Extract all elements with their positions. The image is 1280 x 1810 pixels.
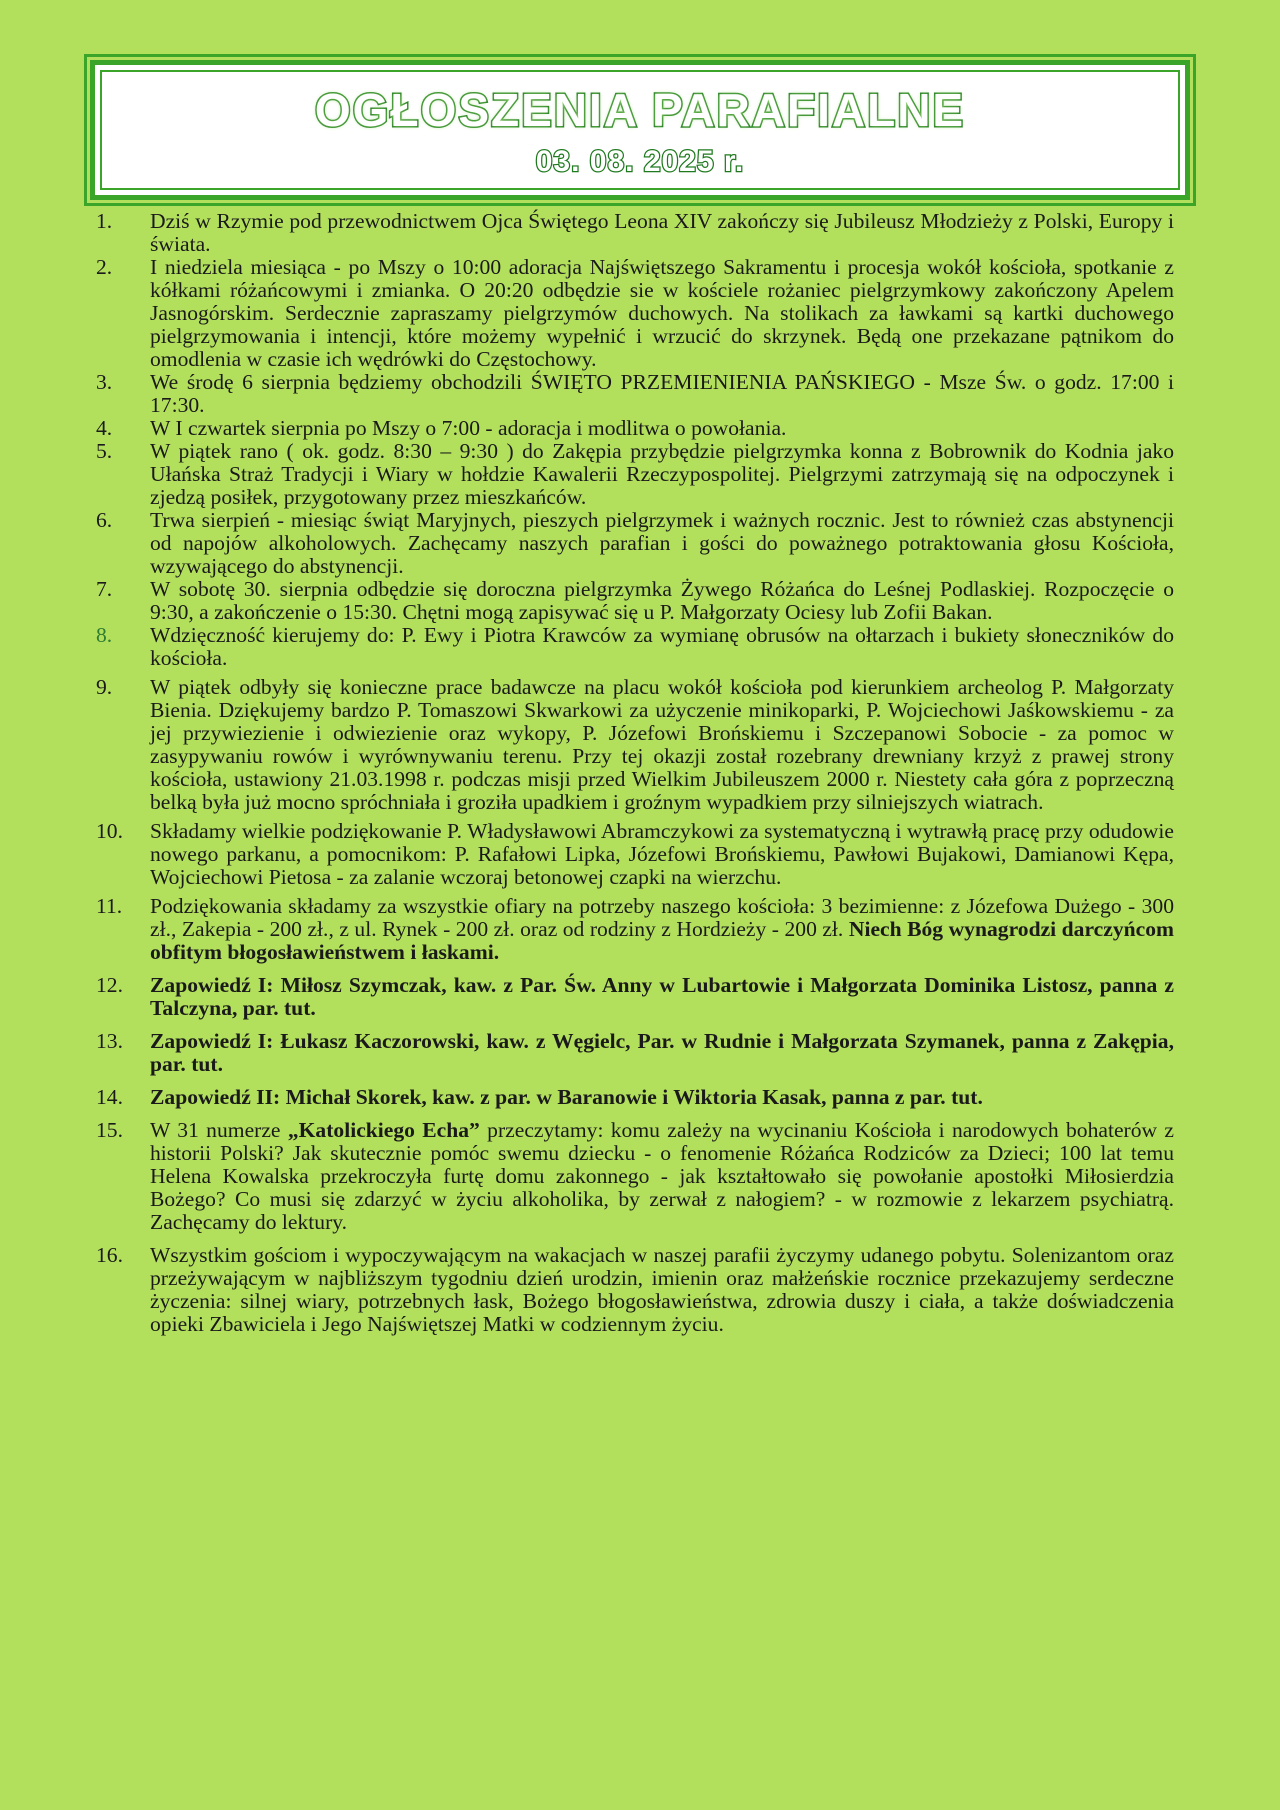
item-number: 9. [96, 675, 113, 699]
announcement-item-14 [96, 1086, 1174, 1109]
item-text-bold: Niech Bóg wynagrodzi darczyńcom obfitym błogosławieństwem i łaskami. [150, 917, 1175, 964]
item-text: Wdzięczność kierujemy do: P. Ewy i Piotra Krawców za wymianę obrusów na ołtarzach i bukiety słoneczników do kościoła. [150, 623, 1174, 670]
announcement-item-8 [96, 624, 1174, 670]
item-text: W piątek rano ( ok. godz. 8:30 – 9:30 ) do Zakępia przybędzie pielgrzymka konna z Bobrownik do Kodnia jako Ułańska Straż Tradycji i Wiary w hołdzie Kawalerii Rzeczypospolitej. Pielgrzymi zatrzymają się na odpoczynek i zjedzą posiłek, przygotowany przez mieszkańców. [150, 439, 1174, 509]
announcement-item-10 [96, 820, 1174, 889]
announcement-item-16 [96, 1244, 1174, 1336]
item-text: Składamy wielkie podziękowanie P. Władysławowi Abramczykowi za systematyczną i wytrawłą pracę przy odudowie nowego parkanu, a pomocnikom: P. Rafałowi Lipka, Józefowi Brońskiemu, Pawłowi Bujakowi, Damianowi Kępa, Wojciechowi Pietosa - za zalanie wczoraj betonowej czapki na wierzchu. [150, 819, 1174, 889]
announcement-item-5 [96, 440, 1174, 509]
item-number: 12. [96, 973, 123, 997]
item-text-bold: Zapowiedź I: Miłosz Szymczak, kaw. z Par. Św. Anny w Lubartowie i Małgorzata Dominika Listosz, panna z Talczyna, par. tut. [150, 973, 1174, 1020]
item-text: I niedziela miesiąca - po Mszy o 10:00 adoracja Najświętszego Sakramentu i procesja wokół kościoła, spotkanie z kółkami różańcowymi i zmianka. O 20:20 odbędzie sie w kościele rożaniec pielgrzymkowy zakończony Apelem Jasnogórskim. Serdecznie zapraszamy pielgrzymów duchowych. Na stolikach za ławkami są kartki duchowego pielgrzymowania i intencji, które możemy wypełnić i wrzucić do skrzynek. Będą one przekazane pątnikom do omodlenia w czasie ich wędrówki do Częstochowy. [150, 255, 1174, 371]
item-text-after: przeczytamy: komu zależy na wycinaniu Kościoła i narodowych bohaterów z historii Polski? Jak skutecznie pomóc swemu dziecku - o fenomenie Różańca Rodziców za Dzieci; 100 lat temu Helena Kowalska przekroczyła furtę domu zakonnego - jak kształtowało się powołanie apostołki Miłosierdzia Bożego? Co musi się zdarzyć w życiu alkoholika, by zerwał z nałogiem? - w rozmowie z lekarzem psychiatrą. Zachęcamy do lektury. [150, 1118, 1174, 1234]
item-number: 10. [96, 819, 123, 843]
announcement-item-4 [96, 417, 1174, 440]
item-text [150, 895, 1174, 964]
item-text: We środę 6 sierpnia będziemy obchodzili ŚWIĘTO PRZEMIENIENIA PAŃSKIEGO - Msze Św. o godz. 17:00 i 17:30. [150, 370, 1174, 417]
announcement-item-6 [96, 509, 1174, 578]
page-title: OGŁOSZENIA PARAFIALNE [314, 84, 966, 136]
item-text-bold: Zapowiedź I: Łukasz Kaczorowski, kaw. z Węgielc, Par. w Rudnie i Małgorzata Szymanek, panna z Zakępia, par. tut. [150, 1029, 1174, 1076]
announcement-item-13 [96, 1030, 1174, 1076]
item-number: 2. [96, 255, 113, 279]
item-number: 5. [96, 439, 113, 463]
item-text-before: W 31 numerze [150, 1118, 288, 1142]
item-text: W sobotę 30. sierpnia odbędzie się doroczna pielgrzymka Żywego Różańca do Leśnej Podlaskiej. Rozpoczęcie o 9:30, a zakończenie o 15:30. Chętni mogą zapisywać się u P. Małgorzaty Ociesy lub Zofii Bakan. [150, 577, 1174, 624]
item-number: 6. [96, 508, 113, 532]
announcement-item-9 [96, 676, 1174, 814]
item-text: Dziś w Rzymie pod przewodnictwem Ojca Świętego Leona XIV zakończy się Jubileusz Młodzieży z Polski, Europy i świata. [150, 209, 1174, 256]
item-text [150, 1119, 1174, 1234]
header-banner [90, 60, 1190, 200]
item-text: Trwa sierpień - miesiąc świąt Maryjnych, pieszych pielgrzymek i ważnych rocznic. Jest to również czas abstynencji od napojów alkoholowych. Zachęcamy naszych parafian i gości do poważnego potraktowania głosu Kościoła, wzywającego do abstynencji. [150, 508, 1174, 578]
item-number: 11. [96, 894, 123, 918]
announcement-date: 03. 08. 2025 r. [535, 145, 745, 178]
item-text-regular: Podziękowania składamy za wszystkie ofiary na potrzeby naszego kościoła: 3 bezimienne: z Józefowa Dużego - 300 zł., Zakepia - 200 zł., z ul. Rynek - 200 zł. oraz od rodziny z Hordzieży - 200 zł. [150, 894, 1174, 941]
magazine-title: „Katolickiego Echa” [287, 1118, 480, 1142]
announcement-item-3 [96, 371, 1174, 417]
item-number: 7. [96, 577, 113, 601]
item-number: 15. [96, 1118, 123, 1142]
item-text: W I czwartek sierpnia po Mszy o 7:00 - adoracja i modlitwa o powołania. [150, 416, 787, 440]
announcement-item-2 [96, 256, 1174, 371]
item-number: 3. [96, 370, 113, 394]
announcement-item-11 [96, 895, 1174, 964]
announcement-item-15 [96, 1119, 1174, 1234]
item-number: 13. [96, 1029, 123, 1053]
item-text: W piątek odbyły się konieczne prace badawcze na placu wokół kościoła pod kierunkiem archeolog P. Małgorzaty Bienia. Dziękujemy bardzo P. Tomaszowi Skwarkowi za użyczenie minikoparki, P. Wojciechowi Jaśkowskiemu - za jej przywiezienie i odwiezienie oraz wykopy, P. Józefowi Brońskiemu i Szczepanowi Sobocie - za pomoc w zasypywaniu rowów i wyrównywaniu terenu. Przy tej okazji został rozebrany drewniany krzyż z prawej strony kościoła, ustawiony 21.03.1998 r. podczas misji przed Wielkim Jubileuszem 2000 r. Niestety cała góra z poprzeczną belką była już mocno spróchniała i groziła upadkiem i groźnym wypadkiem przy silniejszych wiatrach. [150, 675, 1174, 814]
item-number: 16. [96, 1243, 123, 1267]
announcement-item-7 [96, 578, 1174, 624]
item-number: 4. [96, 416, 113, 440]
item-text-bold: Zapowiedź II: Michał Skorek, kaw. z par. w Baranowie i Wiktoria Kasak, panna z par. tut. [150, 1085, 983, 1109]
item-number: 1. [96, 209, 113, 233]
announcement-item-1 [96, 210, 1174, 256]
announcement-item-12 [96, 974, 1174, 1020]
item-number: 8. [96, 623, 113, 647]
announcement-list [96, 210, 1174, 1336]
item-number: 14. [96, 1085, 123, 1109]
item-text: Wszystkim gościom i wypoczywającym na wakacjach w naszej parafii życzymy udanego pobytu. Solenizantom oraz przeżywającym w najbliższym tygodniu dzień urodzin, imienin oraz małżeńskie rocznice przekazujemy serdeczne życzenia: silnej wiary, potrzebnych łask, Bożego błogosławieństwa, zdrowia duszy i ciała, a także doświadczenia opieki Zbawiciela i Jego Najświętszej Matki w codziennym życiu. [150, 1243, 1174, 1336]
